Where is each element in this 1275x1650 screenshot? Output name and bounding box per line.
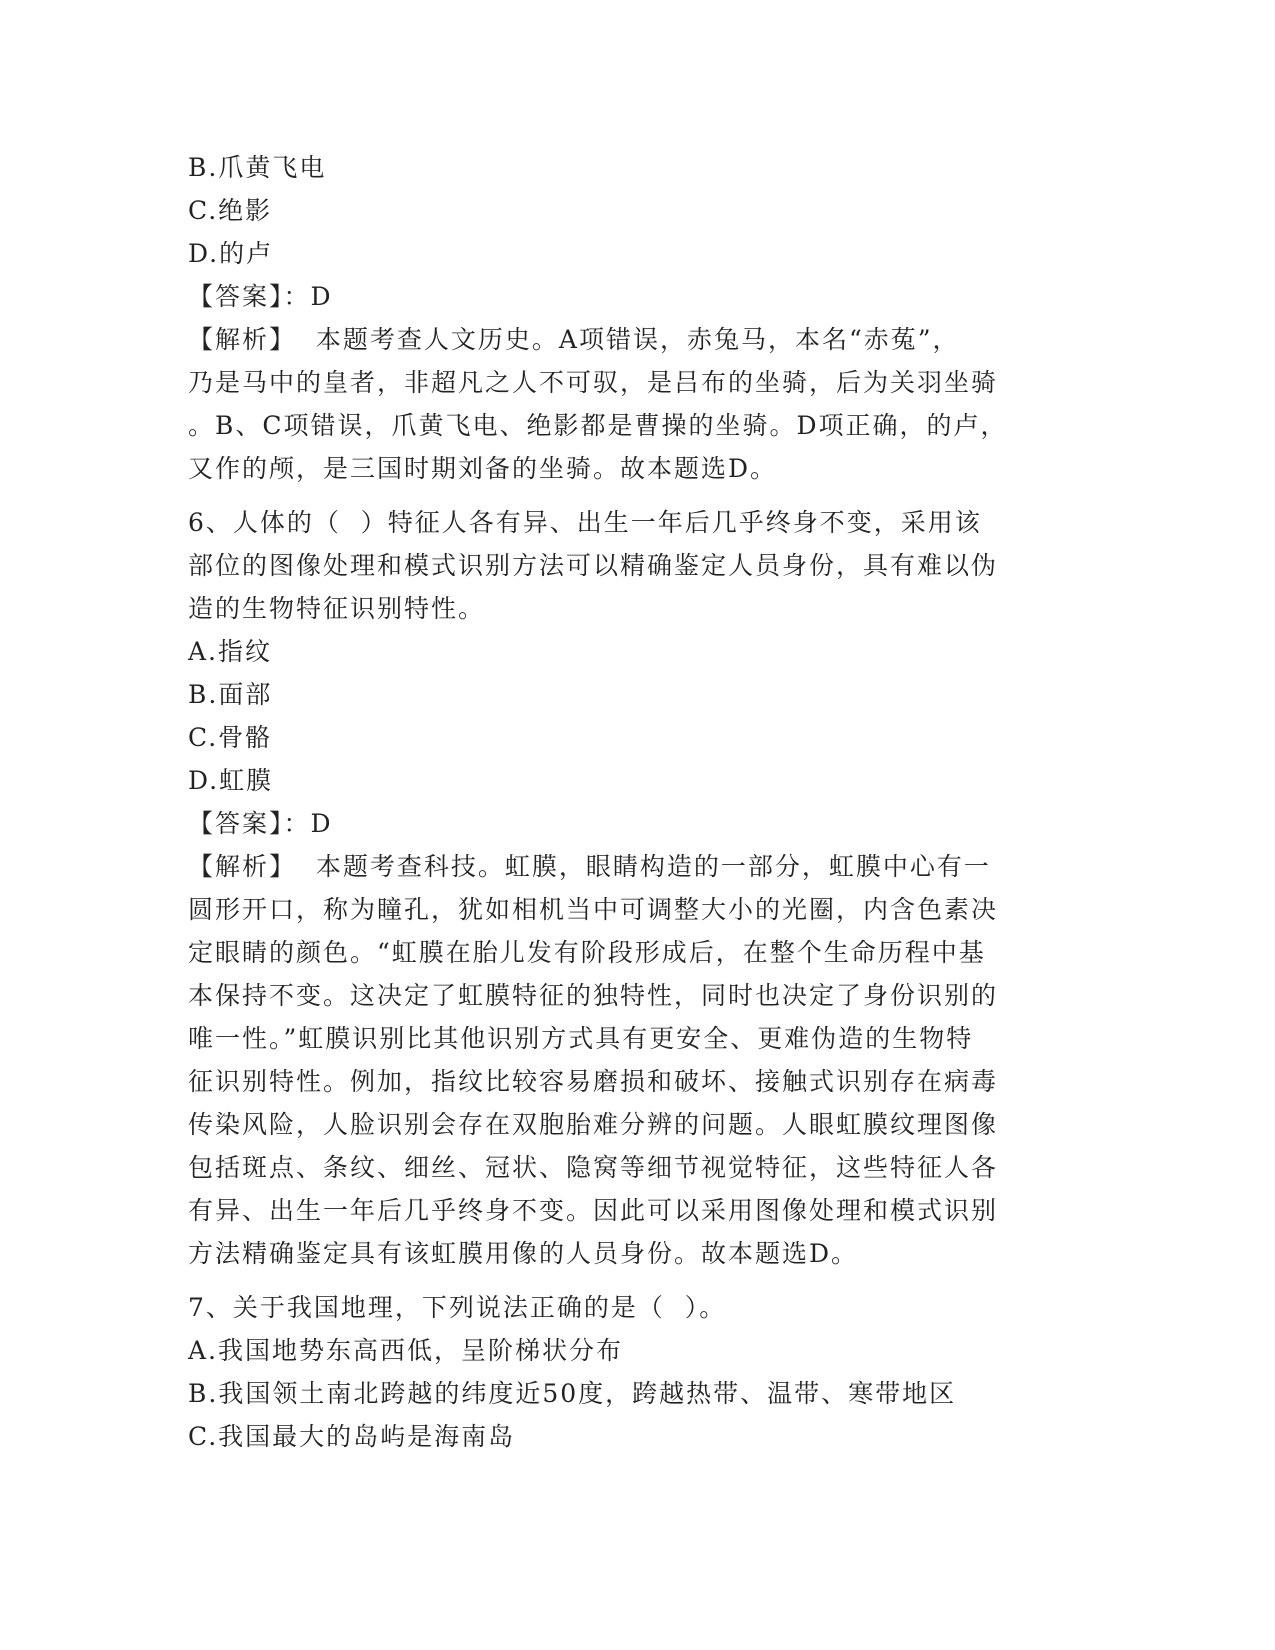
- q6-analysis-line-2: 圆形开口，称为瞳孔，犹如相机当中可调整大小的光圈，内含色素决: [188, 895, 999, 924]
- question-7: [188, 1286, 1088, 1458]
- q6-option-d: D.虹膜: [188, 766, 274, 795]
- q6-analysis-line-8: 包括斑点、条纹、细丝、冠状、隐窝等细节视觉特征，这些特征人各: [188, 1153, 999, 1182]
- q5-analysis-line-2: 乃是马中的皇者，非超凡之人不可驭，是吕布的坐骑，后为关羽坐骑: [188, 368, 999, 397]
- q7-option-c: C.我国最大的岛屿是海南岛: [188, 1422, 516, 1451]
- q7-option-b: B.我国领土南北跨越的纬度近50度，跨越热带、温带、寒带地区: [188, 1379, 957, 1408]
- question-6: [188, 501, 1088, 1275]
- q7-option-a: A.我国地势东高西低，呈阶梯状分布: [188, 1336, 624, 1365]
- q7-stem-line-1: 7、关于我国地理，下列说法正确的是（ ）。: [188, 1293, 727, 1322]
- analysis-text: 本题考查科技。虹膜，眼睛构造的一部分，虹膜中心有一: [296, 852, 991, 881]
- q6-option-c: C.骨骼: [188, 723, 273, 752]
- q6-analysis-line-1: [188, 845, 1088, 888]
- q6-analysis-line-9: 有异、出生一年后几乎终身不变。因此可以采用图像处理和模式识别: [188, 1196, 999, 1225]
- q5-option-c: C.绝影: [188, 196, 273, 225]
- q6-option-b: B.面部: [188, 680, 273, 709]
- q6-analysis-line-3: 定眼睛的颜色。“虹膜在胎儿发有阶段形成后，在整个生命历程中基: [188, 938, 986, 967]
- q6-analysis-line-5: 唯一性。”虹膜识别比其他识别方式具有更安全、更难伪造的生物特: [188, 1024, 974, 1053]
- q6-stem-line-2: 部位的图像处理和模式识别方法可以精确鉴定人员身份，具有难以伪: [188, 551, 999, 580]
- analysis-label: 【解析】: [188, 852, 297, 881]
- answer-label: 【答案】：: [188, 809, 311, 838]
- q5-analysis-line-1: [188, 318, 1088, 361]
- q6-analysis-line-4: 本保持不变。这决定了虹膜特征的独特性，同时也决定了身份识别的: [188, 981, 999, 1010]
- q5-analysis-line-4: 又作的颅，是三国时期刘备的坐骑。故本题选D。: [188, 454, 778, 483]
- q6-analysis-line-10: 方法精确鉴定具有该虹膜用像的人员身份。故本题选D。: [188, 1239, 859, 1268]
- q5-analysis-line-3: 。B、C项错误，爪黄飞电、绝影都是曹操的坐骑。D项正确，的卢，: [188, 411, 1008, 440]
- q6-answer: [188, 802, 1088, 845]
- analysis-label: 【解析】: [188, 325, 297, 354]
- q5-option-d: D.的卢: [188, 239, 274, 268]
- question-5: [188, 146, 1088, 490]
- answer-value: D: [310, 809, 333, 838]
- q6-analysis-line-6: 征识别特性。例加，指纹比较容易磨损和破坏、接触式识别存在病毒: [188, 1067, 999, 1096]
- analysis-text: 本题考查人文历史。A项错误，赤兔马，本名“赤菟”，: [296, 325, 960, 354]
- answer-value: D: [310, 282, 333, 311]
- document-page: [188, 146, 1088, 1458]
- answer-label: 【答案】：: [188, 282, 311, 311]
- q5-answer: [188, 275, 1088, 318]
- q6-stem-line-1: 6、人体的（ ）特征人各有异、出生一年后几乎终身不变，采用该: [188, 508, 982, 537]
- q6-analysis-line-7: 传染风险，人脸识别会存在双胞胎难分辨的问题。人眼虹膜纹理图像: [188, 1110, 999, 1139]
- q6-stem-line-3: 造的生物特征识别特性。: [188, 594, 486, 623]
- q5-option-b: B.爪黄飞电: [188, 153, 327, 182]
- q6-option-a: A.指纹: [188, 637, 273, 666]
